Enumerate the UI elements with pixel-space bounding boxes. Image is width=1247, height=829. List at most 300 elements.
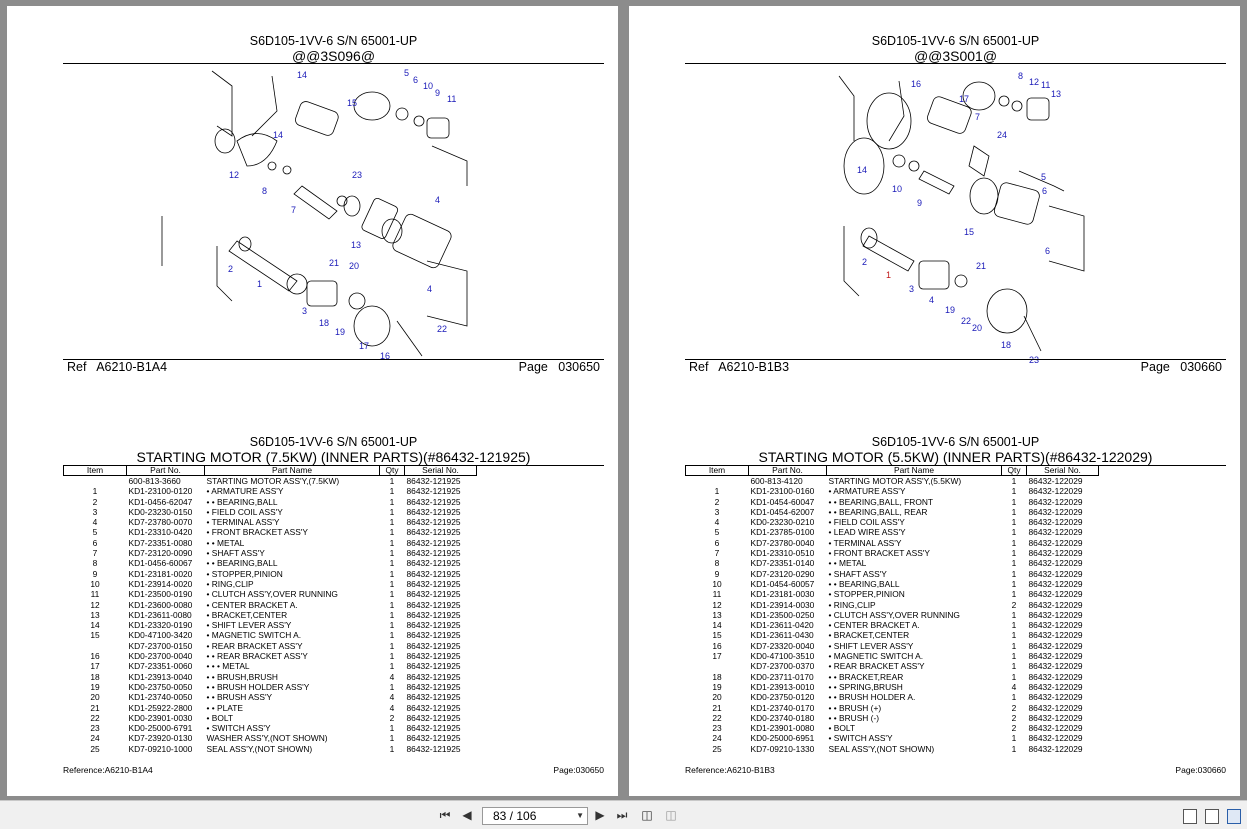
table-cell: KD1-23181-0030	[750, 589, 815, 600]
footer-page: Page:030660	[1175, 765, 1226, 775]
table-cell: 86432-122029	[1028, 506, 1083, 517]
table-row	[686, 723, 1099, 733]
table-cell: 1	[1011, 476, 1017, 486]
table-header	[686, 466, 1099, 476]
column-header: Part Name	[827, 466, 1002, 476]
table-cell: 600-813-3660	[128, 476, 181, 486]
table-row	[64, 641, 477, 651]
table-cell: KD1-23611-0080	[128, 609, 192, 620]
table-row	[64, 497, 477, 507]
table-row	[64, 723, 477, 733]
table-cell: KD0-25000-6791	[128, 723, 193, 734]
svg-text:22: 22	[437, 324, 448, 334]
table-cell: 1	[1011, 671, 1017, 682]
table-cell: • SHIFT LEVER ASS'Y	[206, 620, 292, 631]
table-cell: 86432-121925	[406, 578, 461, 589]
table-cell: 13	[712, 609, 722, 620]
svg-text:6: 6	[1045, 246, 1051, 256]
table-cell: 2	[1011, 702, 1017, 713]
table-row	[686, 641, 1099, 651]
table-cell: • CLUTCH ASS'Y,OVER RUNNING	[206, 589, 338, 600]
table-cell: 4	[389, 702, 395, 713]
table-cell: 4	[389, 671, 395, 682]
table-cell: KD1-0454-62007	[750, 506, 815, 517]
table-cell: 86432-122029	[1028, 568, 1083, 579]
table-cell: 86432-122029	[1028, 599, 1083, 610]
table-cell: 1	[389, 743, 395, 754]
table-cell: • SWITCH ASS'Y	[828, 733, 893, 744]
table-cell: 1	[1011, 620, 1017, 631]
parts-title: STARTING MOTOR (7.5KW) (INNER PARTS)(#86432-121925)	[136, 449, 531, 465]
table-cell: 2	[1011, 599, 1017, 610]
table-row	[64, 548, 477, 558]
table-cell: 1	[1011, 692, 1017, 703]
table-row	[686, 682, 1099, 692]
svg-text:23: 23	[1029, 355, 1040, 365]
table-cell: 25	[712, 743, 722, 754]
table-cell: 86432-121925	[406, 723, 461, 734]
table-cell: 1	[1011, 496, 1017, 507]
table-cell: 10	[712, 578, 722, 589]
table-cell: 86432-121925	[406, 558, 461, 569]
table-cell: 1	[389, 620, 395, 631]
table-cell: 20	[712, 692, 722, 703]
table-cell: 21	[90, 702, 100, 713]
table-cell: 8	[92, 558, 98, 569]
svg-text:22: 22	[961, 316, 972, 326]
svg-text:4: 4	[427, 284, 433, 294]
table-row	[686, 497, 1099, 507]
table-row	[686, 651, 1099, 661]
table-cell: KD1-23320-0190	[128, 620, 193, 631]
table-cell: • BRACKET,CENTER	[206, 609, 288, 620]
svg-text:23: 23	[352, 170, 363, 180]
table-row	[686, 486, 1099, 496]
parts-sheet	[629, 401, 1240, 796]
page-number: Page 030660	[1140, 360, 1222, 374]
table-cell: 12	[712, 599, 722, 610]
table-cell: KD0-23230-0210	[750, 517, 815, 528]
table-cell: KD1-23310-0420	[128, 527, 193, 538]
table-cell: • • BEARING,BALL, FRONT	[828, 496, 934, 507]
table-cell: 86432-121925	[406, 620, 461, 631]
table-cell: 19	[90, 681, 100, 692]
svg-text:9: 9	[435, 88, 441, 98]
table-cell: 86432-122029	[1028, 578, 1083, 589]
svg-text:8: 8	[1018, 71, 1024, 81]
table-row	[64, 682, 477, 692]
table-cell: KD1-23100-0160	[750, 486, 815, 497]
table-cell: • FRONT BRACKET ASS'Y	[828, 548, 930, 559]
table-cell: 86432-121925	[406, 630, 461, 641]
table-cell: 1	[1011, 651, 1017, 662]
diagram-sheet	[7, 6, 618, 391]
table-cell: 86432-121925	[406, 517, 461, 528]
table-cell: KD7-23351-0080	[128, 537, 193, 548]
table-cell: 1	[1011, 548, 1017, 559]
table-cell: • • BRUSH,BRUSH	[206, 671, 278, 682]
table-cell: SEAL ASS'Y,(NOT SHOWN)	[206, 743, 313, 754]
table-cell: 10	[90, 578, 100, 589]
diagram-sheet	[629, 6, 1240, 391]
table-cell: 1	[389, 599, 395, 610]
table-cell: • • BRUSH ASS'Y	[206, 692, 273, 703]
svg-text:7: 7	[975, 112, 981, 122]
table-row	[64, 589, 477, 599]
footer-reference: Reference:A6210-B1B3	[685, 765, 775, 775]
table-cell: • BOLT	[206, 712, 234, 723]
table-cell: 86432-121925	[406, 681, 461, 692]
table-row	[686, 733, 1099, 743]
table-cell: KD1-23914-0030	[750, 599, 815, 610]
table-cell: 18	[90, 671, 100, 682]
table-cell: • SHAFT ASS'Y	[828, 568, 887, 579]
model-heading: S6D105-1VV-6 S/N 65001-UP	[249, 34, 418, 48]
parts-table	[63, 465, 477, 754]
svg-text:19: 19	[335, 327, 346, 337]
table-row	[64, 579, 477, 589]
table-cell: • • BRUSH HOLDER ASS'Y	[206, 681, 310, 692]
table-row	[64, 486, 477, 496]
table-cell: KD7-23700-0370	[750, 661, 815, 672]
table-cell: 86432-122029	[1028, 558, 1083, 569]
column-header: Serial No.	[405, 466, 477, 476]
table-cell: 86432-122029	[1028, 548, 1083, 559]
table-cell: 86432-122029	[1028, 486, 1083, 497]
table-cell: KD1-23914-0020	[128, 578, 193, 589]
table-cell: KD1-0454-60047	[750, 496, 815, 507]
svg-text:2: 2	[228, 264, 234, 274]
table-cell: 86432-121925	[406, 506, 461, 517]
table-row	[686, 620, 1099, 630]
table-cell: SEAL ASS'Y,(NOT SHOWN)	[828, 743, 935, 754]
svg-text:2: 2	[862, 257, 868, 267]
table-cell: KD7-09210-1330	[750, 743, 815, 754]
table-cell: 7	[92, 548, 98, 559]
table-cell: 86432-121925	[406, 609, 461, 620]
table-cell: 18	[712, 671, 722, 682]
table-cell: 2	[1011, 723, 1017, 734]
svg-text:12: 12	[229, 170, 240, 180]
svg-text:12: 12	[1029, 77, 1040, 87]
table-row	[64, 620, 477, 630]
table-cell: 1	[1011, 743, 1017, 754]
divider	[63, 63, 604, 64]
table-cell: 1	[1011, 506, 1017, 517]
table-cell: 25	[90, 743, 100, 754]
svg-text:5: 5	[1041, 172, 1047, 182]
table-cell: 86432-121925	[406, 599, 461, 610]
svg-text:3: 3	[909, 284, 915, 294]
table-cell: 20	[90, 692, 100, 703]
model-heading: S6D105-1VV-6 S/N 65001-UP	[871, 435, 1040, 449]
table-cell: KD0-25000-6951	[750, 733, 815, 744]
viewer-toolbar	[0, 800, 1247, 829]
table-cell: 4	[92, 517, 98, 528]
table-cell: 4	[389, 692, 395, 703]
table-row	[686, 600, 1099, 610]
table-cell: • • • METAL	[206, 661, 250, 672]
table-cell	[64, 476, 127, 487]
column-header: Serial No.	[1027, 466, 1099, 476]
table-cell: 1	[389, 558, 395, 569]
table-row	[64, 538, 477, 548]
table-cell: KD1-23901-0080	[750, 723, 815, 734]
table-row	[686, 527, 1099, 537]
table-cell: 86432-122029	[1028, 609, 1083, 620]
parts-sheet	[7, 401, 618, 796]
continuous-page-icon[interactable]	[1205, 809, 1219, 824]
column-header: Item	[686, 466, 749, 476]
table-cell: 11	[712, 589, 722, 600]
table-cell: KD1-0454-60057	[750, 578, 815, 589]
table-cell: 1	[1011, 568, 1017, 579]
column-header: Part No.	[749, 466, 827, 476]
table-cell: • • BEARING,BALL, REAR	[828, 506, 928, 517]
table-cell: 86432-122029	[1028, 671, 1083, 682]
table-row	[64, 517, 477, 527]
svg-text:7: 7	[291, 205, 297, 215]
svg-text:17: 17	[359, 341, 370, 351]
table-cell: KD7-23120-0290	[750, 568, 815, 579]
table-cell: 86432-121925	[406, 671, 461, 682]
table-cell: 86432-121925	[406, 661, 461, 672]
highlighted-callout: 1	[886, 270, 892, 280]
table-cell: • • METAL	[206, 537, 245, 548]
svg-text:17: 17	[959, 94, 970, 104]
svg-text:15: 15	[964, 227, 975, 237]
table-cell: 9	[714, 568, 720, 579]
table-row	[686, 569, 1099, 579]
table-cell: 1	[389, 681, 395, 692]
table-cell: 4	[1011, 681, 1017, 692]
table-cell: KD0-23901-0030	[128, 712, 193, 723]
table-cell: KD1-23740-0170	[750, 702, 815, 713]
chevron-down-icon: ▼	[576, 811, 584, 820]
table-cell: • FRONT BRACKET ASS'Y	[206, 527, 308, 538]
table-cell: 2	[389, 712, 395, 723]
table-cell: 23	[712, 723, 722, 734]
table-row	[64, 507, 477, 517]
table-cell: • ARMATURE ASS'Y	[206, 486, 284, 497]
table-cell: 86432-121925	[406, 651, 461, 662]
svg-text:14: 14	[273, 130, 284, 140]
table-row	[64, 651, 477, 661]
table-cell: 17	[712, 651, 722, 662]
table-cell: KD0-23750-0120	[750, 692, 815, 703]
svg-text:20: 20	[972, 323, 983, 333]
svg-text:21: 21	[329, 258, 340, 268]
table-cell: KD1-0456-60067	[128, 558, 193, 569]
table-cell: 21	[712, 702, 722, 713]
svg-text:16: 16	[911, 79, 922, 89]
table-header	[64, 466, 477, 476]
table-cell: 1	[389, 589, 395, 600]
table-cell: STARTING MOTOR ASS'Y,(7.5KW)	[206, 476, 340, 486]
page-number: Page 030650	[518, 360, 600, 374]
svg-text:6: 6	[413, 75, 419, 85]
svg-text:9: 9	[917, 198, 923, 208]
table-cell: 16	[90, 651, 100, 662]
model-heading: S6D105-1VV-6 S/N 65001-UP	[871, 34, 1040, 48]
table-cell: 1	[389, 733, 395, 744]
table-cell: 86432-122029	[1028, 496, 1083, 507]
table-cell: 86432-121925	[406, 692, 461, 703]
table-cell: • CENTER BRACKET A.	[828, 620, 920, 631]
table-row	[64, 661, 477, 671]
table-cell: • CLUTCH ASS'Y,OVER RUNNING	[828, 609, 960, 620]
column-header: Qty	[1002, 466, 1027, 476]
table-cell	[686, 661, 749, 671]
table-cell: 1	[1011, 527, 1017, 538]
table-cell: • TERMINAL ASS'Y	[206, 517, 280, 528]
svg-text:4: 4	[929, 295, 935, 305]
table-cell: 86432-122029	[1028, 640, 1083, 651]
table-cell: 86432-121925	[406, 476, 461, 486]
table-cell: • • BEARING,BALL	[206, 496, 278, 507]
table-cell: • RING,CLIP	[828, 599, 876, 610]
table-cell: 86432-121925	[406, 496, 461, 507]
table-cell	[64, 641, 127, 651]
table-cell: • FIELD COIL ASS'Y	[828, 517, 905, 528]
fit-page-icon[interactable]: ◫	[641, 808, 653, 822]
table-cell: 1	[389, 496, 395, 507]
svg-text:10: 10	[423, 81, 434, 91]
table-cell: • ARMATURE ASS'Y	[828, 486, 906, 497]
table-cell: 86432-122029	[1028, 723, 1083, 734]
two-page-icon[interactable]	[1227, 809, 1241, 824]
first-page-icon[interactable]: ⏮	[439, 808, 451, 822]
table-cell: • • METAL	[828, 558, 867, 569]
table-cell: 86432-122029	[1028, 527, 1083, 538]
table-cell: 1	[1011, 640, 1017, 651]
table-cell: 23	[90, 723, 100, 734]
table-cell: • LEAD WIRE ASS'Y	[828, 527, 906, 538]
prev-page-icon[interactable]: ◀	[462, 808, 472, 822]
table-cell: • BOLT	[828, 723, 856, 734]
table-cell: 86432-122029	[1028, 661, 1083, 672]
table-cell: • RING,CLIP	[206, 578, 254, 589]
table-row	[686, 661, 1099, 671]
svg-text:19: 19	[945, 305, 956, 315]
table-cell	[686, 476, 749, 487]
table-row	[64, 703, 477, 713]
table-row	[686, 713, 1099, 723]
table-row	[64, 569, 477, 579]
table-cell: 4	[714, 517, 720, 528]
table-row	[686, 558, 1099, 568]
svg-text:24: 24	[997, 130, 1008, 140]
svg-text:16: 16	[380, 351, 391, 361]
table-cell: 86432-121925	[406, 712, 461, 723]
table-cell: 86432-121925	[406, 527, 461, 538]
table-cell: • • BRACKET,REAR	[828, 671, 904, 682]
ref-text: Ref A6210-B1A4	[67, 360, 168, 374]
table-cell: KD1-23310-0510	[750, 548, 815, 559]
parts-title: STARTING MOTOR (5.5KW) (INNER PARTS)(#86432-122029)	[758, 449, 1153, 465]
table-cell: 86432-122029	[1028, 733, 1083, 744]
exploded-diagram	[779, 66, 1099, 365]
table-cell: 1	[389, 609, 395, 620]
svg-text:4: 4	[435, 195, 441, 205]
table-cell: 1	[389, 548, 395, 559]
table-cell: 86432-122029	[1028, 517, 1083, 528]
table-cell: KD7-23351-0140	[750, 558, 815, 569]
parts-table	[685, 465, 1099, 754]
table-cell: KD7-23120-0090	[128, 548, 193, 559]
diagram-code: @@3S096@	[291, 48, 376, 64]
table-cell: 86432-122029	[1028, 651, 1083, 662]
table-cell: 1	[389, 651, 395, 662]
table-row	[686, 589, 1099, 599]
table-cell: • • SPRING,BRUSH	[828, 681, 903, 692]
table-cell: KD0-23740-0180	[750, 712, 815, 723]
table-cell: • STOPPER,PINION	[828, 589, 905, 600]
last-page-icon[interactable]: ⏭	[616, 808, 628, 822]
svg-text:1: 1	[257, 279, 263, 289]
table-cell: 1	[1011, 589, 1017, 600]
page-selector[interactable]	[482, 807, 588, 825]
table-cell: 86432-122029	[1028, 537, 1083, 548]
single-page-icon[interactable]	[1183, 809, 1197, 824]
table-row	[64, 630, 477, 640]
table-cell: 13	[90, 609, 100, 620]
table-row	[64, 610, 477, 620]
svg-text:13: 13	[1051, 89, 1062, 99]
table-cell: 1	[389, 661, 395, 672]
table-row	[64, 558, 477, 568]
table-cell: • • BRUSH HOLDER A.	[828, 692, 916, 703]
svg-text:13: 13	[351, 240, 362, 250]
table-cell: • CENTER BRACKET A.	[206, 599, 298, 610]
divider	[685, 63, 1226, 64]
table-cell: 9	[92, 568, 98, 579]
table-cell: KD0-23700-0040	[128, 651, 193, 662]
table-cell: 1	[1011, 486, 1017, 497]
table-cell: 86432-122029	[1028, 620, 1083, 631]
next-page-icon[interactable]: ▶	[595, 808, 605, 822]
table-cell: • MAGNETIC SWITCH A.	[828, 651, 924, 662]
table-cell: 1	[1011, 630, 1017, 641]
fit-width-icon[interactable]: ◫	[665, 808, 677, 822]
table-row	[686, 538, 1099, 548]
table-cell: 11	[90, 589, 100, 600]
table-cell: KD1-23913-0010	[750, 681, 815, 692]
ref-text: Ref A6210-B1B3	[689, 360, 790, 374]
svg-text:20: 20	[349, 261, 360, 271]
table-cell: 1	[1011, 517, 1017, 528]
table-cell: 2	[1011, 712, 1017, 723]
table-cell: KD1-23785-0100	[750, 527, 815, 538]
table-cell: KD1-23181-0020	[128, 568, 193, 579]
table-cell: KD7-23320-0040	[750, 640, 815, 651]
table-cell: 1	[389, 723, 395, 734]
table-row	[686, 703, 1099, 713]
page-right	[629, 6, 1240, 796]
table-cell: 15	[90, 630, 100, 641]
table-cell: 86432-122029	[1028, 692, 1083, 703]
table-cell: 86432-121925	[406, 486, 461, 497]
table-cell: 2	[92, 496, 98, 507]
table-cell: 86432-121925	[406, 537, 461, 548]
column-header: Part Name	[205, 466, 380, 476]
table-cell: 86432-121925	[406, 702, 461, 713]
table-cell: 86432-122029	[1028, 589, 1083, 600]
table-cell: 1	[714, 486, 720, 497]
table-row	[686, 507, 1099, 517]
svg-text:11: 11	[447, 94, 457, 104]
table-row	[64, 713, 477, 723]
